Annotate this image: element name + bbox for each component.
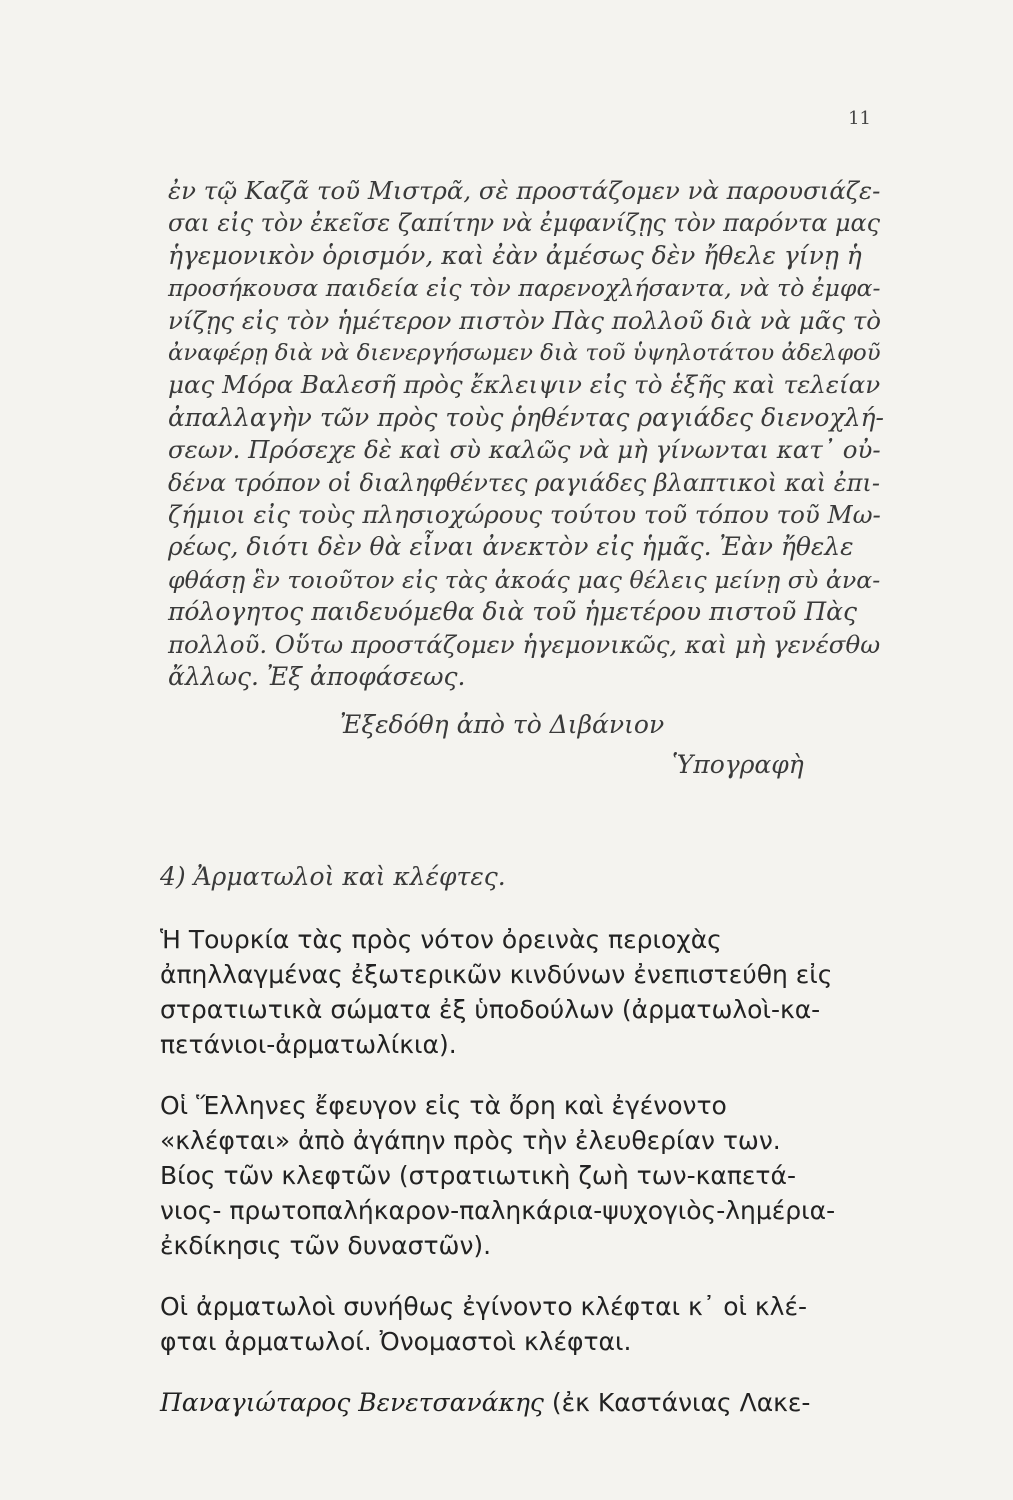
body-line: Οἱ ἀρματωλοὶ συνήθως ἐγίνοντο κλέφται κ᾽ οἱ κλέ- — [160, 1292, 807, 1321]
decree-line: προσήκουσα παιδεία εἰς τὸν παρενοχλήσαντα, νὰ τὸ ἐμφα- — [168, 274, 881, 303]
decree-line: ἀπαλλαγὴν τῶν πρὸς τοὺς ῥηθέντας ραγιάδες διενοχλή- — [168, 402, 884, 432]
body-line: ἐκδίκησις τῶν δυναστῶν). — [160, 1231, 492, 1260]
body-line: πετάνιοι-ἀρματωλίκια). — [160, 1030, 457, 1059]
signature-line: Ὑπογραφὴ — [672, 750, 804, 779]
decree-line: ἐν τῷ Καζᾶ τοῦ Μιστρᾶ, σὲ προστάζομεν νὰ παρουσιάζε- — [168, 176, 881, 205]
section-heading: 4) Ἀρματωλοὶ καὶ κλέφτες. — [160, 862, 506, 891]
decree-line: πόλογητος παιδευόμεθα διὰ τοῦ ἡμετέρου πιστοῦ Πὰς — [168, 597, 858, 627]
decree-line: φθάσῃ ἓν τοιοῦτον εἰς τὰς ἀκοάς μας θέλεις μείνῃ σὺ ἀνα- — [168, 565, 881, 594]
decree-line: μας Μόρα Βαλεσῆ πρὸς ἔκλειψιν εἰς τὸ ἑξῆς καὶ τελείαν — [168, 370, 881, 400]
body-line: στρατιωτικὰ σώματα ἐξ ὑποδούλων (ἀρματωλοὶ-κα- — [160, 995, 821, 1024]
body-line-rest: (ἐκ Καστάνιας Λακε- — [543, 1388, 811, 1417]
body-line: «κλέφται» ἀπὸ ἀγάπην πρὸς τὴν ἐλευθερίαν των. — [160, 1126, 781, 1155]
body-line: ἀπηλλαγμένας ἐξωτερικῶν κινδύνων ἐνεπιστεύθη εἰς — [160, 960, 833, 989]
paragraph — [160, 922, 895, 1062]
decree-line: ἀναφέρῃ διὰ νὰ διενεργήσωμεν διὰ τοῦ ὑψηλοτάτου ἀδελφοῦ — [168, 340, 881, 367]
paragraph — [160, 1289, 895, 1359]
body-line: Ἡ Τουρκία τὰς πρὸς νότον ὀρεινὰς περιοχὰς — [160, 925, 722, 954]
paragraph — [160, 1088, 895, 1263]
decree-line: ἡγεμονικὸν ὁρισμόν, καὶ ἐὰν ἀμέσως δὲν ἤθελε γίνῃ ἡ — [168, 240, 862, 270]
decree-line: πολλοῦ. Οὕτω προστάζομεν ἡγεμονικῶς, καὶ μὴ γενέσθω — [168, 629, 881, 659]
body-line: φται ἀρματωλοί. Ὀνομαστοὶ κλέφται. — [160, 1327, 632, 1356]
decree-line: σεων. Πρόσεχε δὲ καὶ σὺ καλῶς νὰ μὴ γίνωνται κατ᾽ οὐ- — [168, 435, 881, 465]
page-number: 11 — [848, 108, 871, 129]
issued-line: Ἐξεδόθη ἀπὸ τὸ Διβάνιον — [340, 710, 665, 739]
decree-line: ρέως, διότι δὲν θὰ εἶναι ἀνεκτὸν εἰς ἡμᾶς. Ἐὰν ἤθελε — [168, 532, 854, 562]
decree-text — [168, 175, 888, 694]
decree-line: νίζῃς εἰς τὸν ἡμέτερον πιστὸν Πὰς πολλοῦ διὰ νὰ μᾶς τὸ — [168, 305, 881, 335]
body-text — [160, 922, 895, 1420]
person-name: Παναγιώταρος Βενετσανάκης — [160, 1388, 544, 1417]
decree-line: δένα τρόπον οἱ διαληφθέντες ραγιάδες βλαπτικοὶ καὶ ἐπι- — [168, 468, 880, 497]
body-line: Βίος τῶν κλεφτῶν (στρατιωτικὴ ζωὴ των-καπετά- — [160, 1161, 796, 1190]
body-line — [160, 1385, 895, 1420]
body-line: Οἱ Ἕλληνες ἔφευγον εἰς τὰ ὄρη καὶ ἐγένοντο — [160, 1091, 727, 1120]
decree-line: ἄλλως. Ἐξ ἀποφάσεως. — [168, 662, 466, 692]
body-line: νιος- πρωτοπαλήκαρον-παληκάρια-ψυχογιὸς-λημέρια- — [160, 1196, 836, 1225]
decree-line: ζήμιοι εἰς τοὺς πλησιοχώρους τούτου τοῦ τόπου τοῦ Μω- — [168, 500, 881, 530]
decree-line: σαι εἰς τὸν ἐκεῖσε ζαπίτην νὰ ἐμφανίζῃς τὸν παρόντα μας — [168, 209, 881, 238]
